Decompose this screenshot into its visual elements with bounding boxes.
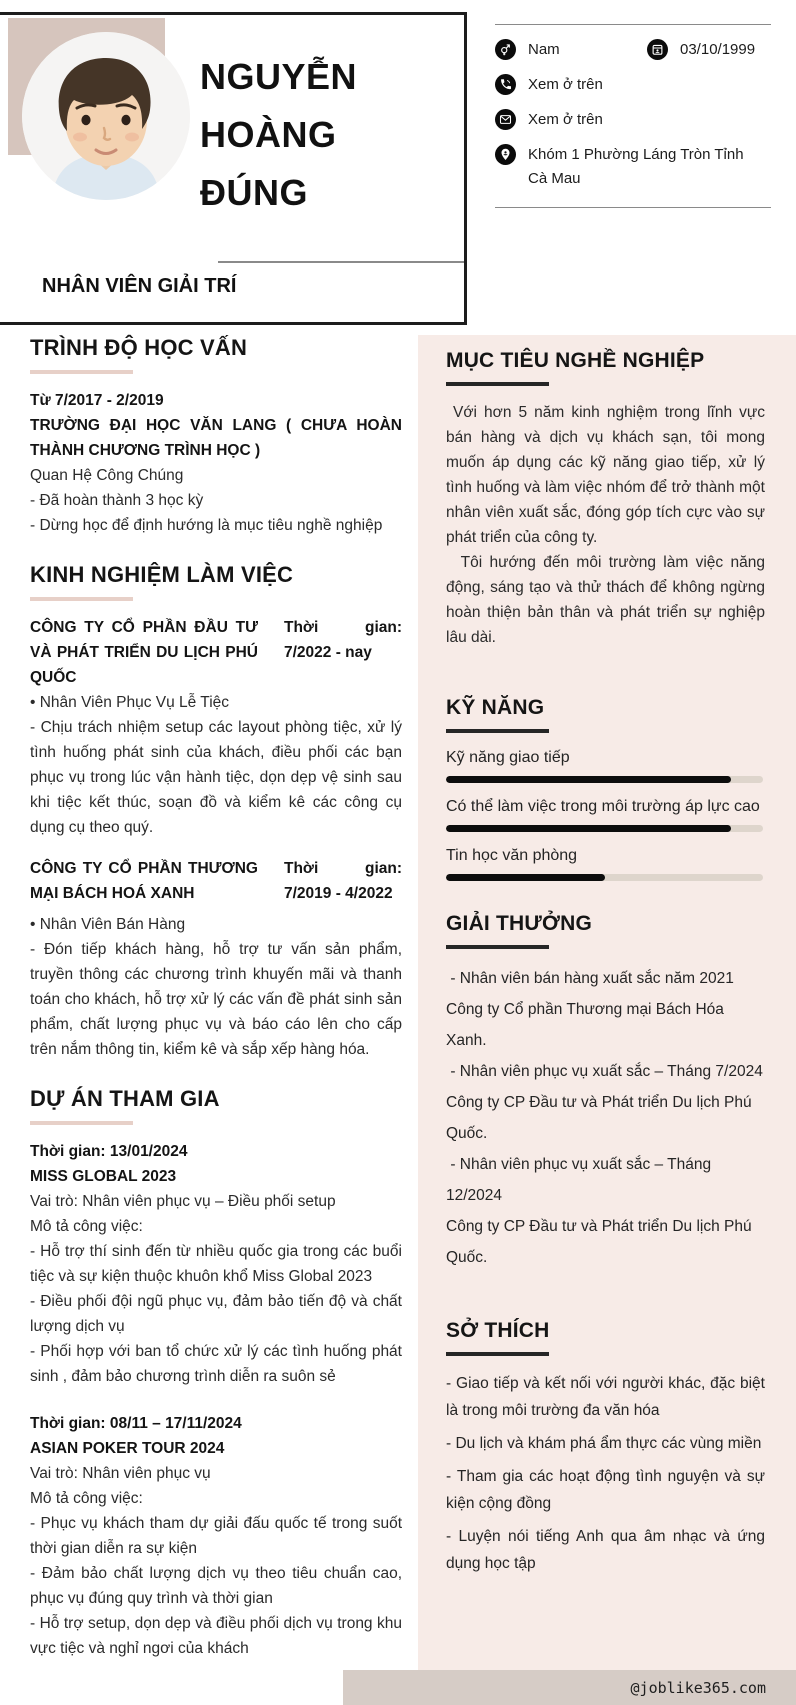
job-desc: - Chịu trách nhiệm setup các layout phòng tiệc, xử lý tình huống phát sinh của khách, điều phối các bạn phục vụ trong lúc vận hành tiệc, dọn dẹp vệ sinh sau khi tiệc kết thúc, soạn đồ và kiểm kê các công cụ dụng cụ theo quý.	[30, 719, 402, 836]
contact-row-email	[495, 109, 771, 130]
job-role: • Nhân Viên Bán Hàng	[30, 916, 186, 933]
skill-bar-fill	[446, 825, 731, 832]
awards-heading: GIẢI THƯỞNG	[446, 912, 593, 935]
job-desc: - Đón tiếp khách hàng, hỗ trợ tư vấn sản phẩm, truyền thông các chương trình khuyến mãi và thanh toán cho khách, hỗ trợ xử lý các vấn đề phát sinh sản phẩm, chất lượng phục vụ và báo cáo lên cho cấp trên nắm thông tin, kiểm kê và sắp xếp hàng hóa.	[30, 941, 402, 1058]
skills-heading: KỸ NĂNG	[446, 696, 545, 719]
education-school: TRƯỜNG ĐẠI HỌC VĂN LANG ( CHƯA HOÀN THÀNH CHƯƠNG TRÌNH HỌC )	[30, 417, 402, 459]
address-value: Khóm 1 Phường Láng Tròn Tỉnh Cà Mau	[528, 146, 744, 187]
education-major: Quan Hệ Công Chúng	[30, 467, 184, 484]
gender-icon	[495, 39, 516, 60]
name-divider	[218, 261, 464, 263]
skill-bar	[446, 825, 763, 832]
gender-value: Nam	[528, 41, 560, 58]
projects-underline	[30, 1121, 133, 1125]
skill-bar-fill	[446, 874, 605, 881]
header-rule-bottom	[0, 322, 467, 325]
job-header	[30, 615, 402, 690]
education-heading: TRÌNH ĐỘ HỌC VẤN	[30, 335, 248, 360]
education-period: Từ 7/2017 - 2/2019	[30, 392, 164, 409]
education-underline	[30, 370, 133, 374]
skill-bar-fill	[446, 776, 731, 783]
header-rule-vertical	[464, 12, 467, 325]
project-bullet: - Phục vụ khách tham dự giải đấu quốc tế trong suốt thời gian diễn ra sự kiện	[30, 1515, 402, 1557]
footer-watermark-bar	[343, 1670, 796, 1705]
hobby-line: - Tham gia các hoạt động tình nguyện và sự kiện cộng đồng	[446, 1468, 765, 1512]
phone-icon	[495, 74, 516, 95]
education-note: - Đã hoàn thành 3 học kỳ	[30, 492, 204, 509]
candidate-name	[200, 48, 400, 222]
watermark-text: @joblike365.com	[630, 1678, 766, 1697]
awards-underline	[446, 945, 549, 949]
name-line: ĐÚNG	[200, 172, 308, 213]
skill-label: Kỹ năng giao tiếp	[446, 749, 570, 766]
award-line: Công ty Cổ phần Thương mại Bách Hóa Xanh.	[446, 1001, 729, 1049]
project-bullet: - Điều phối đội ngũ phục vụ, đảm bảo tiến độ và chất lượng dịch vụ	[30, 1293, 402, 1335]
header-rule-top	[0, 12, 467, 15]
name-line: NGUYỄN	[200, 56, 358, 97]
location-icon	[495, 144, 516, 165]
email-value: Xem ở trên	[528, 111, 603, 128]
project-bullet: - Phối hợp với ban tổ chức xử lý các tình huống phát sinh , đảm bảo chương trình diễn ra suôn sẻ	[30, 1343, 402, 1385]
hobby-line: - Du lịch và khám phá ẩm thực các vùng miền	[446, 1435, 762, 1452]
hobby-line: - Luyện nói tiếng Anh qua âm nhạc và ứng dụng học tập	[446, 1528, 765, 1572]
right-column	[418, 335, 796, 1705]
left-column	[0, 335, 418, 1705]
project-name: MISS GLOBAL 2023	[30, 1168, 177, 1185]
header	[0, 0, 796, 335]
contact-row-gender-dob	[495, 39, 771, 60]
email-icon	[495, 109, 516, 130]
job-role: • Nhân Viên Phục Vụ Lễ Tiệc	[30, 694, 230, 711]
dob-value: 03/10/1999	[680, 41, 756, 58]
project-role: Vai trò: Nhân viên phục vụ	[30, 1465, 211, 1482]
objective-paragraph: Với hơn 5 năm kinh nghiệm trong lĩnh vực bán hàng và dịch vụ khách sạn, tôi mong muốn áp dụng các kỹ năng giao tiếp, xử lý tình huống và làm việc nhóm để trở thành một nhân viên xuất sắc, đóng góp tích cực vào sự phát triển của công ty.	[446, 404, 770, 546]
award-line: Công ty CP Đầu tư và Phát triển Du lịch Phú Quốc.	[446, 1094, 756, 1142]
profile-photo	[22, 32, 190, 200]
project-desc-label: Mô tả công việc:	[30, 1218, 143, 1235]
avatar-illustration	[22, 32, 190, 200]
job-time: Thời gian: 7/2022 - nay	[284, 619, 402, 661]
award-line: - Nhân viên bán hàng xuất sắc năm 2021	[446, 970, 734, 987]
objective-paragraph: Tôi hướng đến môi trường làm việc năng động, sáng tạo và thử thách để không ngừng hoàn thiện bản thân và phát triển sự nghiệp lâu dài.	[446, 554, 770, 646]
birthday-icon	[647, 39, 668, 60]
contact-row-phone	[495, 74, 771, 95]
experience-underline	[30, 597, 133, 601]
award-line: - Nhân viên phục vụ xuất sắc – Tháng 12/2024	[446, 1156, 716, 1204]
skill-label: Tin học văn phòng	[446, 847, 578, 864]
award-line: Công ty CP Đầu tư và Phát triển Du lịch Phú Quốc.	[446, 1218, 756, 1266]
contact-divider-bottom	[495, 207, 771, 208]
hobbies-underline	[446, 1352, 549, 1356]
skill-bar	[446, 874, 763, 881]
job-title: NHÂN VIÊN GIẢI TRÍ	[42, 275, 237, 297]
job-company: CÔNG TY CỔ PHẦN THƯƠNG MẠI BÁCH HOÁ XANH	[30, 860, 258, 902]
skill-item	[446, 845, 765, 881]
job-time: Thời gian: 7/2019 - 4/2022	[284, 860, 402, 902]
project-role: Vai trò: Nhân viên phục vụ – Điều phối setup	[30, 1193, 336, 1210]
name-line: HOÀNG	[200, 114, 337, 155]
skill-item	[446, 796, 765, 832]
phone-value: Xem ở trên	[528, 76, 603, 93]
job-company: CÔNG TY CỔ PHẦN ĐẦU TƯ VÀ PHÁT TRIỂN DU LỊCH PHÚ QUỐC	[30, 619, 258, 686]
experience-heading: KINH NGHIỆM LÀM VIỆC	[30, 562, 294, 587]
skill-item	[446, 747, 765, 783]
hobbies-heading: SỞ THÍCH	[446, 1319, 550, 1342]
objective-heading: MỤC TIÊU NGHỀ NGHIỆP	[446, 349, 705, 372]
project-bullet: - Hỗ trợ setup, dọn dẹp và điều phối dịch vụ trong khu vực tiệc và nghỉ ngơi của khách	[30, 1615, 402, 1657]
skills-underline	[446, 729, 549, 733]
project-name: ASIAN POKER TOUR 2024	[30, 1440, 225, 1457]
award-line: - Nhân viên phục vụ xuất sắc – Tháng 7/2024	[446, 1063, 763, 1080]
project-time: Thời gian: 08/11 – 17/11/2024	[30, 1415, 242, 1432]
objective-underline	[446, 382, 549, 386]
job-header	[30, 856, 402, 906]
contact-block	[495, 24, 771, 208]
project-bullet: - Hỗ trợ thí sinh đến từ nhiều quốc gia trong các buổi tiệc và sự kiện thuộc khuôn khổ Miss Global 2023	[30, 1243, 402, 1285]
hobby-line: - Giao tiếp và kết nối với người khác, đặc biệt là trong môi trường đa văn hóa	[446, 1375, 765, 1419]
contact-row-address	[495, 144, 771, 191]
projects-heading: DỰ ÁN THAM GIA	[30, 1086, 220, 1111]
project-bullet: - Đảm bảo chất lượng dịch vụ theo tiêu chuẩn cao, phục vụ đúng quy trình và thời gian	[30, 1565, 402, 1607]
project-time: Thời gian: 13/01/2024	[30, 1143, 188, 1160]
project-desc-label: Mô tả công việc:	[30, 1490, 143, 1507]
education-note: - Dừng học để định hướng là mục tiêu nghề nghiệp	[30, 517, 383, 534]
skill-label: Có thể làm việc trong môi trường áp lực cao	[446, 798, 760, 815]
skill-bar	[446, 776, 763, 783]
